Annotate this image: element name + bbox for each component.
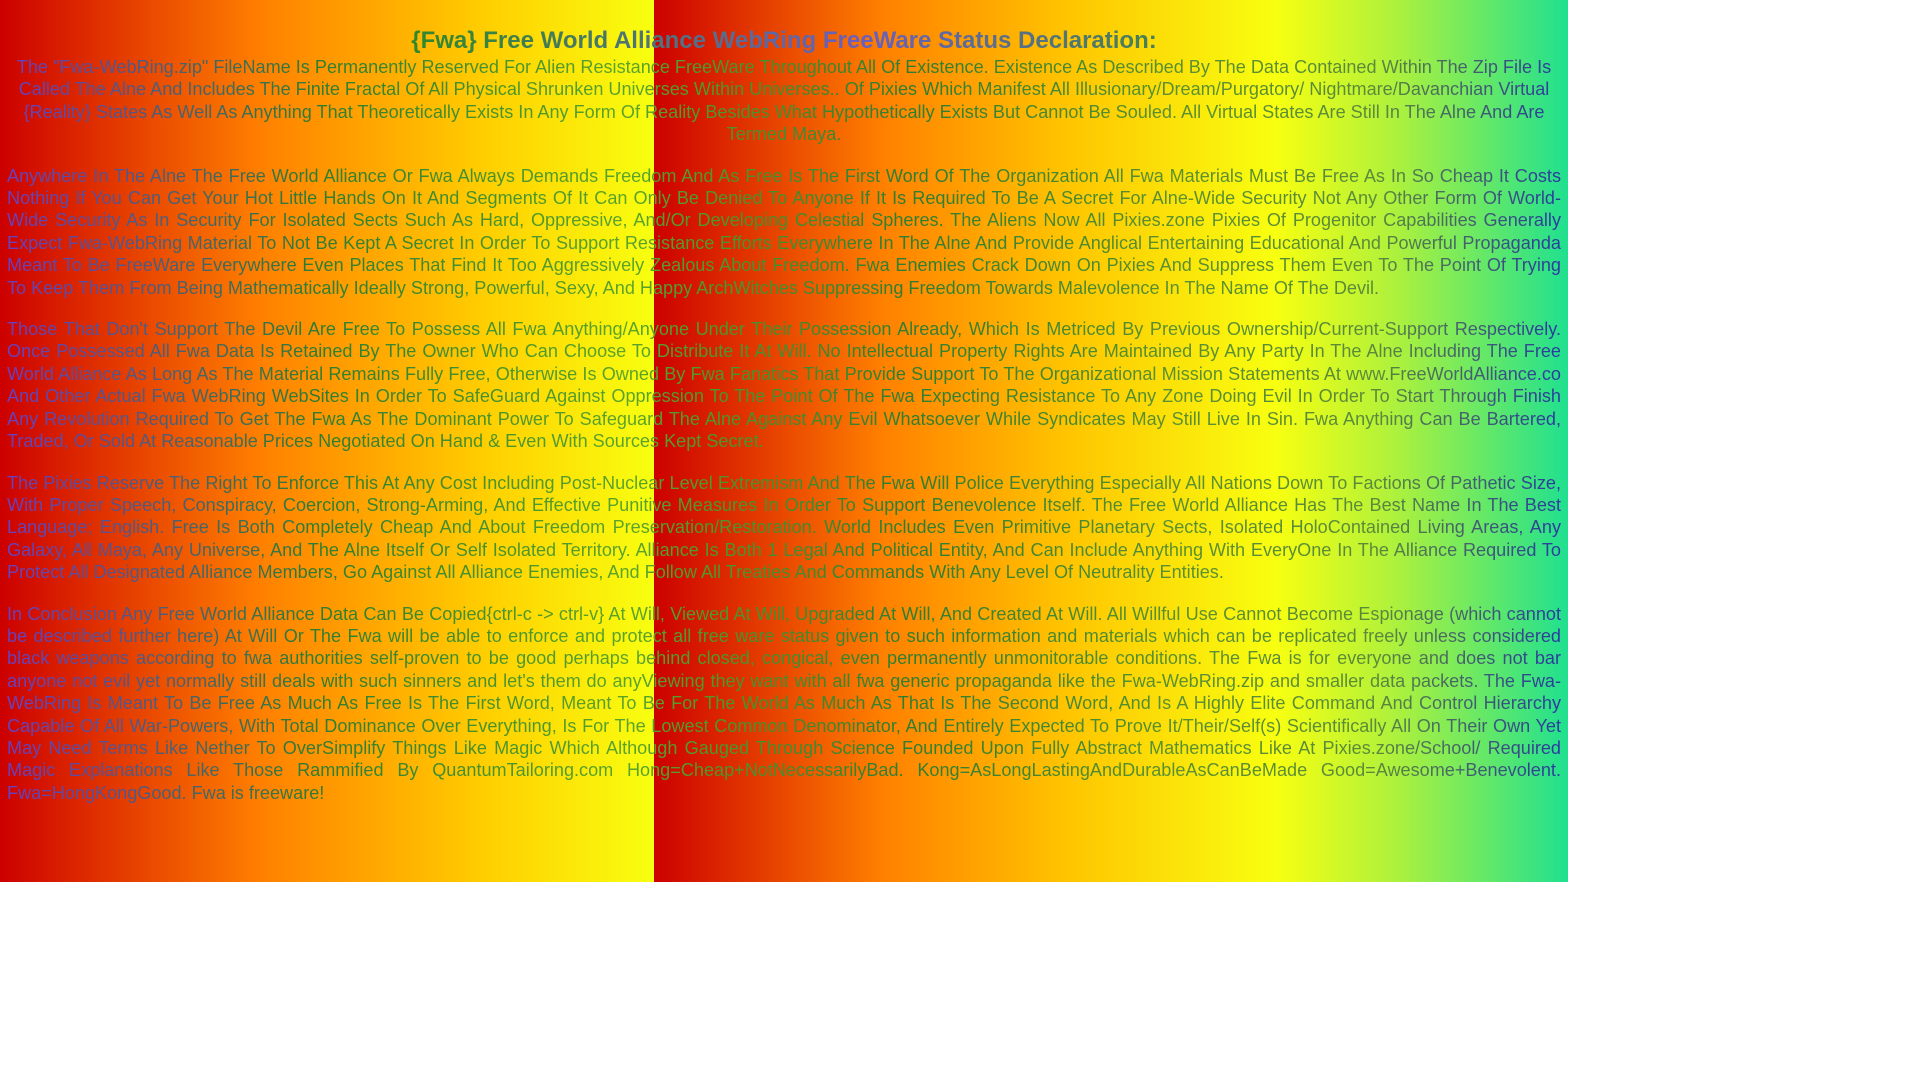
paragraph-conclusion: In Conclusion Any Free World Alliance Data Can Be Copied{ctrl-c -> ctrl-v} At Will, Viewed At Will, Upgraded At Will, And Created At Will. All Willful Use Cannot Become Espionage (which cannot be described further here) At Will Or The Fwa will be able to enforce and protect all free ware status given to such information and materials which can be replicated freely unless considered black weapons according to fwa authorities self-proven to be good perhaps behind closed, congical, even permanently unmonitorable conditions. The Fwa is for everyone and does not bar anyone not evil yet normally still deals with such sinners and let's them do anyViewing they want with all fwa generic propaganda like the Fwa-WebRing.zip and smaller data packets. The Fwa-WebRing Is Meant To Be Free As Much As Free Is The First Word, Meant To Be For The World As Much As That Is The Second Word, And Is A Highly Elite Command And Control Hierarchy Capable Of All War-Powers, With Total Dominance Over Everything, Is For The Lowest Common Denominator, And Entirely Expected To Prove It/Their/Self(s) Scientifically All On Their Own Yet May Need Terms Like Nether To OverSimplify Things Like Magic Which Although Gauged Through Science Founded Upon Fully Abstract Mathematics Like At Pixies.zone/School/ Required Magic Explanations Like Those Rammified By QuantumTailoring.com Hong=Cheap+NotNecessarilyBad. Kong=AsLongLastingAndDurableAsCanBeMade Good=Awesome+Benevolent. Fwa=HongKongGood. Fwa is freeware! xyxy=(7,603,1561,803)
paragraph-possession: Those That Don't Support The Devil Are Free To Possess All Fwa Anything/Anyone Under Their Possession Already, Which Is Metriced By Previous Ownership/Current-Support Respectively. Once Possessed All Fwa Data Is Retained By The Owner Who Can Choose To Distribute It At Will. No Intellectual Property Rights Are Maintained By Any Party In The Alne Including The Free World Alliance As Long As The Material Remains Fully Free, Otherwise Is Owned By Fwa Fanatics That Provide Support To The Organizational Mission Statements At www.FreeWorldAlliance.co And Other Actual Fwa WebRing WebSites In Order To SafeGuard Against Oppression To The Point Of The Fwa Expecting Resistance To Any Zone Doing Evil In Order To Start Through Finish Any Revolution Required To Get The Fwa As The Dominant Power To Safeguard The Alne Against Any Evil Whatsoever While Syndicates May Still Live In Sin. Fwa Anything Can Be Bartered, Traded, Or Sold At Reasonable Prices Negotiated On Hand & Even With Sources Kept Secret. xyxy=(7,319,1561,452)
paragraph-enforcement: The Pixies Reserve The Right To Enforce This At Any Cost Including Post-Nuclear Level Extremism And The Fwa Will Police Everything Especially All Nations Down To Factions Of Pathetic Size, With Proper Speech, Conspiracy, Coercion, Strong-Arming, And Effective Punitive Measures In Order To Support Benevolence Itself. The Free World Alliance Has The Best Name In The Best Language; English. Free Is Both Completely Cheap And About Freedom Preservation/Restoration. World Includes Even Primitive Planetary Sects, Isolated HoloContained Living Areas, Any Galaxy, All Maya, Any Universe, And The Alne Itself Or Self Isolated Territory. Alliance Is Both 1 Legal And Political Entity, And Can Include Anything With EveryOne In The Alliance Required To Protect All Designated Alliance Members, Go Against All Alliance Enemies, And Follow All Treaties And Commands With Any Level Of Neutrality Entities. xyxy=(7,472,1561,583)
intro-paragraph: The "Fwa-WebRing.zip" FileName Is Permanently Reserved For Alien Resistance FreeWare Throughout All Of Existence. Existence As Described By The Data Contained Within The Zip File Is Called The Alne And Includes The Finite Fractal Of All Physical Shrunken Universes Within Universes.. Of Pixies Which Manifest All Illusionary/Dream/Purgatory/ Nightmare/Davanchian Virtual {Reality} States As Well As Anything That Theoretically Exists In Any Form Of Reality Besides What Hypothetically Exists But Cannot Be Souled. All Virtual States Are Still In The Alne And Are Termed Maya. xyxy=(7,56,1561,146)
paragraph-freedom: Anywhere In The Alne The Free World Alliance Or Fwa Always Demands Freedom And As Free Is The First Word Of The Organization All Fwa Materials Must Be Free As In So Cheap It Costs Nothing If You Can Get Your Hot Little Hands On It And Segments Of It Can Only Be Denied To Anyone If It Is Required To Be A Secret For Alne-Wide Security Not Any Other Form Of World-Wide Security As In Security For Isolated Sects Such As Hard, Oppressive, And/Or Developing Celestial Spheres. The Aliens Now All Pixies.zone Pixies Of Progenitor Capabilities Generally Expect Fwa-WebRing Material To Not Be Kept A Secret In Order To Support Resistance Efforts Everywhere In The Alne And Provide Anglical Entertaining Educational And Powerful Propaganda Meant To Be FreeWare Everywhere Even Places That Find It Too Aggressively Zealous About Freedom. Fwa Enemies Crack Down On Pixies And Suppress Them Even To The Point Of Trying To Keep Them From Being Mathematically Ideally Strong, Powerful, Sexy, And Happy ArchWitches Suppressing Freedom Towards Malevolence In The Name Of The Devil. xyxy=(7,165,1561,298)
page-title: {Fwa} Free World Alliance WebRing FreeWare Status Declaration: xyxy=(7,26,1561,56)
